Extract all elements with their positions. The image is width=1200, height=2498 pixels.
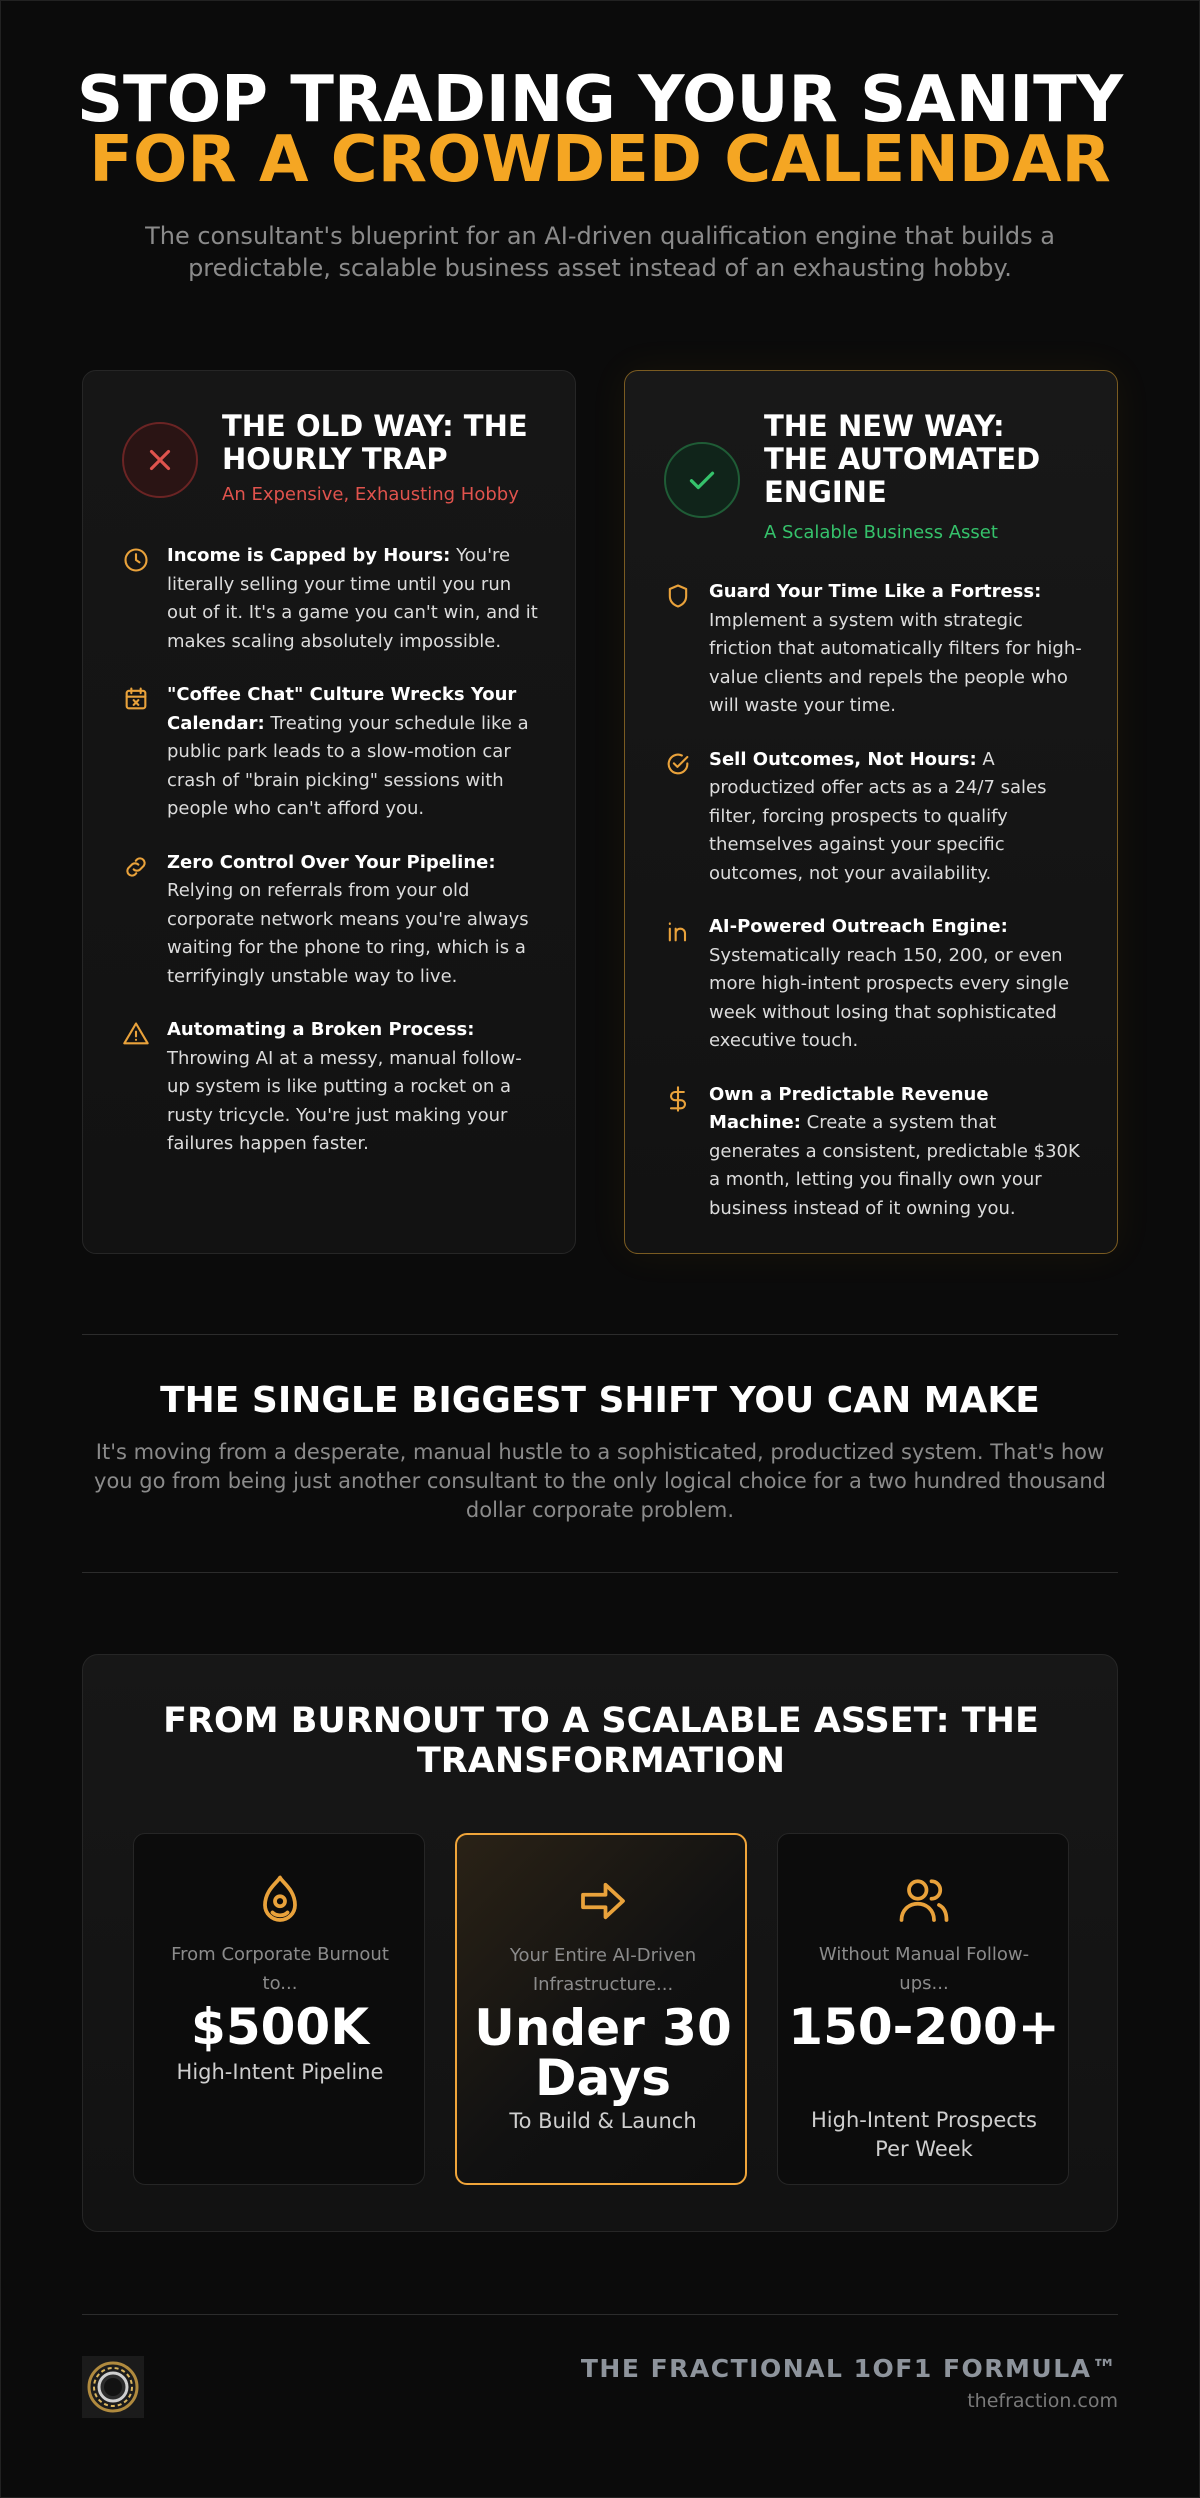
stat-pre: Without Manual Follow-ups... — [818, 1944, 1030, 1994]
old-way-title: THE OLD WAY: THE HOURLY TRAP — [222, 409, 528, 476]
item-text: A productized offer acts as a 24/7 sales filter, forcing prospects to qualify themselves against your specific outcomes, not your availability. — [709, 748, 1047, 884]
dollar-icon — [664, 1085, 692, 1113]
hero-section — [0, 63, 1200, 284]
item-heading: Own a Predictable Revenue Machine: — [709, 1083, 989, 1133]
hero-title — [0, 63, 1200, 197]
stat-sub: High-Intent Pipeline — [176, 2060, 384, 2084]
transformation-section — [82, 1654, 1118, 2232]
arrow-right-icon — [573, 1871, 633, 1931]
shift-title: THE SINGLE BIGGEST SHIFT YOU CAN MAKE — [160, 1380, 1040, 1421]
divider — [82, 1334, 1118, 1335]
clock-icon — [122, 546, 150, 574]
item-text: You're literally selling your time until you run out of it. It's a game you can't win, and it makes scaling absolutely impossible. — [167, 545, 538, 652]
calendar-x-icon — [122, 685, 150, 713]
list-item — [664, 746, 1084, 889]
item-text: Implement a system with strategic friction that automatically filters for high-value clients and repels the people who will waste your time. — [709, 609, 1082, 716]
new-way-title: THE NEW WAY: THE AUTOMATED ENGINE — [764, 409, 1041, 509]
item-text: Create a system that generates a consistent, predictable $30K a month, letting you finally own your business instead of it owning you. — [709, 1112, 1080, 1219]
footer-brand: THE FRACTIONAL 1OF1 FORMULA™ — [580, 2354, 1118, 2383]
linkedin-icon — [664, 917, 692, 945]
item-text: Systematically reach 150, 200, or even more high-intent prospects every single week without losing that sophisticated executive touch. — [709, 944, 1070, 1051]
stat-pre: Your Entire AI-Driven Infrastructure... — [509, 1945, 697, 1995]
brand-logo — [82, 2356, 144, 2418]
check-icon — [664, 442, 740, 518]
check-circle-icon — [664, 750, 692, 778]
divider — [82, 2314, 1118, 2315]
item-text: Throwing AI at a messy, manual follow-up system is like putting a rocket on a rusty tricycle. You're just making your failures happen faster. — [167, 1047, 522, 1154]
stat-card-prospects — [777, 1833, 1069, 2185]
transformation-title: FROM BURNOUT TO A SCALABLE ASSET: THE TRANSFORMATION — [163, 1701, 1039, 1781]
list-item — [122, 849, 542, 992]
shield-icon — [664, 582, 692, 610]
warning-icon — [122, 1020, 150, 1048]
item-heading: Income is Capped by Hours: — [167, 545, 451, 566]
item-text: Treating your schedule like a public park leads to a slow-motion car crash of "brain picking" sessions with people who can't afford you. — [167, 712, 529, 819]
item-heading: Automating a Broken Process: — [167, 1019, 475, 1040]
list-item — [664, 1081, 1084, 1224]
link-icon — [122, 853, 150, 881]
divider — [82, 1572, 1118, 1573]
burnout-icon — [250, 1870, 310, 1930]
item-heading: Guard Your Time Like a Fortress: — [709, 581, 1042, 602]
shift-text: It's moving from a desperate, manual hustle to a sophisticated, productized system. That's how you go from being just another consultant to the only logical choice for a two hundred thousand dollar corporate problem. — [94, 1440, 1106, 1522]
hero-title-line1: STOP TRADING YOUR SANITY — [76, 63, 1124, 137]
stat-sub: To Build & Launch — [509, 2109, 697, 2133]
item-heading: Sell Outcomes, Not Hours: — [709, 748, 977, 770]
users-icon — [894, 1870, 954, 1930]
item-heading: "Coffee Chat" Culture Wrecks Your Calendar: — [167, 684, 517, 734]
shift-section — [82, 1378, 1118, 1525]
stat-pre: From Corporate Burnout to... — [171, 1944, 389, 1994]
list-item — [122, 1016, 542, 1159]
list-item — [122, 681, 542, 824]
list-item — [664, 913, 1084, 1056]
list-item — [122, 542, 542, 656]
old-way-tag: An Expensive, Exhausting Hobby — [222, 484, 519, 505]
old-way-list — [122, 542, 542, 1184]
x-icon — [122, 422, 198, 498]
hero-subtitle: The consultant's blueprint for an AI-driven qualification engine that builds a predictable, scalable business asset instead of an exhausting hobby. — [145, 222, 1055, 282]
hero-title-line2: FOR A CROWDED CALENDAR — [89, 123, 1111, 197]
item-heading: AI-Powered Outreach Engine: — [709, 916, 1008, 937]
stat-value: 150-200+ — [788, 1998, 1060, 2056]
item-heading: Zero Control Over Your Pipeline: — [167, 851, 496, 873]
stat-card-launch — [455, 1833, 747, 2185]
item-text: Relying on referrals from your old corporate network means you're always waiting for the phone to ring, which is a terrifyingly unstable way to live. — [167, 880, 529, 987]
stat-value: $500K — [191, 1998, 369, 2056]
list-item — [664, 578, 1084, 721]
new-way-tag: A Scalable Business Asset — [764, 522, 998, 543]
new-way-list — [664, 578, 1084, 1248]
stat-sub: High-Intent Prospects Per Week — [811, 2108, 1037, 2161]
stat-value: Under 30 Days — [474, 1999, 732, 2107]
footer-site-link[interactable]: thefraction.com — [967, 2390, 1118, 2412]
stat-card-pipeline — [133, 1833, 425, 2185]
